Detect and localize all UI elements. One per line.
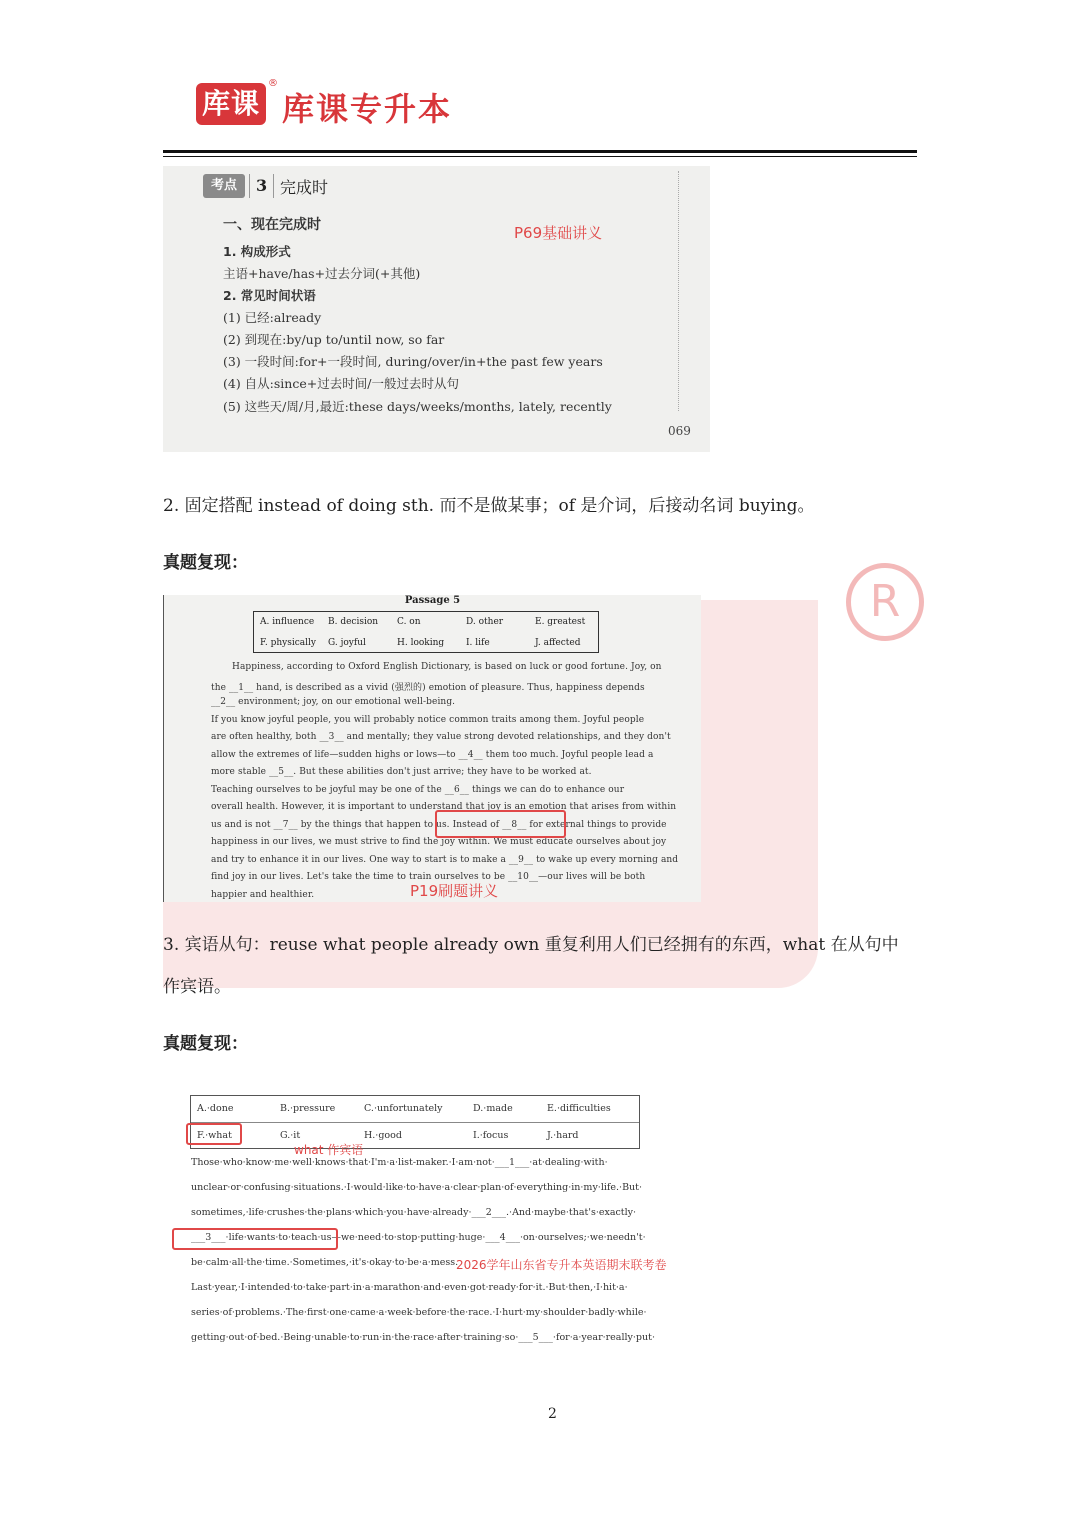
annotation-label: what 作宾语 — [294, 1143, 364, 1157]
passage-line: series·of·problems.·The·first·one·came·a·week·before·the·race.·I·hurt·my·shoulder·badly·while· — [191, 1307, 647, 1318]
passage-line: overall health. However, it is important to understand that joy is an emotion that arises from within — [211, 802, 677, 812]
option: B.·pressure — [280, 1103, 336, 1114]
passage-5-image — [163, 595, 701, 902]
highlight-box — [172, 1228, 338, 1250]
passage-line: unclear·or·confusing·situations.·I·would·like·to·have·a·clear·plan·of·everything·in·my·life.·But· — [191, 1182, 643, 1193]
passage-line: and try to enhance it in our lives. One way to start is to make a __9__ to wake up every morning and — [211, 855, 679, 865]
option: A. influence — [260, 617, 315, 627]
option: C.·unfortunately — [364, 1103, 443, 1114]
option: J. affected — [535, 638, 581, 648]
passage-line: ___3___·life·wants·to·teach·us—we·need·to·stop·putting·huge·___4___·on·ourselves;·we·needn't· — [191, 1232, 646, 1243]
option: F. physically — [260, 638, 316, 648]
option: F.·what — [197, 1130, 232, 1141]
option: I.·focus — [473, 1130, 509, 1141]
passage-line: sometimes,·life·crushes·the·plans·which·you·have·already·___2___.·And·maybe·that's·exactly· — [191, 1207, 637, 1218]
section-heading: 真题复现： — [163, 553, 248, 573]
table-divider — [191, 1122, 639, 1123]
passage-line: Happiness, according to Oxford English Dictionary, is based on luck or good fortune. Joy, on — [232, 662, 662, 672]
list-item: (1) 已经:already — [223, 310, 322, 325]
page-edge-divider — [678, 171, 679, 411]
passage-title: Passage 5 — [404, 595, 461, 606]
passage-line: If you know joyful people, you will probably notice common traits among them. Joyful people — [211, 715, 645, 725]
sub-heading: 1. 构成形式 — [223, 244, 291, 259]
passage-line: happier and healthier. — [211, 890, 315, 900]
passage-line: Those·who·know·me·well·knows·that·I'm·a·list-maker.·I·am·not·___1___·at·dealing·with· — [191, 1157, 608, 1168]
explanation-paragraph: 2. 固定搭配 instead of doing sth. 而不是做某事；of 是介词，后接动名词 buying。 — [163, 496, 815, 516]
kaodian-number: 3 — [249, 174, 274, 198]
kaodian-title: 完成时 — [280, 178, 329, 197]
passage-line: __2__ environment; joy, on our emotional well-being. — [211, 697, 456, 707]
brand-logo-mark: 库课 — [196, 83, 266, 125]
passage-line: allow the extremes of life—sudden highs or lows—to __4__ them too much. Joyful people lead a — [211, 750, 654, 760]
highlight-box — [435, 810, 566, 838]
option: I. life — [466, 638, 490, 648]
passage-line: happiness in our lives, we must strive to find the joy within. We must educate ourselves about joy — [211, 837, 667, 847]
source-annotation: P69基础讲义 — [514, 224, 603, 242]
passage-line: us and is not __7__ by the things that happen to us. Instead of __8__ for external things to provide — [211, 820, 667, 830]
options-box — [253, 611, 599, 653]
passage-line: are often healthy, both __3__ and mentally; they value strong devoted relationships, and they don't — [211, 732, 671, 742]
passage-line: Teaching ourselves to be joyful may be one of the __6__ things we can do to enhance our — [211, 785, 625, 795]
list-item: (4) 自从:since+过去时间/一般过去时从句 — [223, 376, 459, 391]
list-item: (3) 一段时间:for+一段时间, during/over/in+the past few years — [223, 354, 603, 369]
option: G.·it — [280, 1130, 301, 1141]
options-table — [190, 1095, 640, 1149]
explanation-paragraph: 3. 宾语从句：reuse what people already own 重复利用人们已经拥有的东西，what 在从句中 — [163, 935, 899, 955]
passage-line: find joy in our lives. Let's take the time to train ourselves to be __10__—our lives will be both — [211, 872, 646, 882]
option: B. decision — [328, 617, 379, 627]
source-annotation: 2026学年山东省专升本英语期末联考卷 — [456, 1258, 667, 1272]
kaodian-badge: 考点 — [203, 174, 245, 198]
header-rule-thick — [163, 150, 917, 153]
page-number: 2 — [548, 1406, 557, 1422]
option: D.·made — [473, 1103, 513, 1114]
textbook-page-number: 069 — [668, 424, 691, 438]
source-annotation: P19刷题讲义 — [410, 882, 499, 900]
option: J.·hard — [547, 1130, 579, 1141]
sub-heading: 2. 常见时间状语 — [223, 288, 316, 303]
section-heading: 真题复现： — [163, 1034, 248, 1054]
brand-logo-text: 库课专升本 — [282, 90, 453, 128]
highlight-box — [186, 1123, 242, 1145]
option: A.·done — [197, 1103, 234, 1114]
textbook-excerpt-image — [163, 166, 710, 452]
passage-line: Last·year,·I·intended·to·take·part·in·a·marathon·and·even·got·ready·for·it.·But·then,·I·hit·a· — [191, 1282, 628, 1293]
option: H. looking — [397, 638, 445, 648]
option: E. greatest — [535, 617, 586, 627]
option: G. joyful — [328, 638, 366, 648]
passage-line: getting·out·of·bed.·Being·unable·to·run·in·the·race·after·training·so·___5___·for·a·year·really·put· — [191, 1332, 655, 1343]
passage-line: the __1__ hand, is described as a vivid (强烈的) emotion of pleasure. Thus, happiness depends — [211, 683, 645, 693]
registered-icon: ® — [268, 78, 278, 89]
passage-line: be·calm·all·the·time.·Sometimes,·it's·okay·to·be·a·mess. — [191, 1257, 459, 1268]
list-item: (5) 这些天/周/月,最近:these days/weeks/months, lately, recently — [223, 399, 612, 414]
option: E.·difficulties — [547, 1103, 611, 1114]
explanation-paragraph: 作宾语。 — [163, 977, 231, 997]
option: C. on — [397, 617, 421, 627]
section-heading: 一、现在完成时 — [223, 217, 321, 233]
passage-line: more stable __5__. But these abilities don't just arrive; they have to be worked at. — [211, 767, 592, 777]
header-rule-thin — [163, 156, 917, 157]
exam-excerpt-image — [190, 1095, 667, 1350]
watermark-registered-icon: R — [846, 563, 924, 641]
option: H.·good — [364, 1130, 402, 1141]
option: D. other — [466, 617, 504, 627]
formula-line: 主语+have/has+过去分词(+其他) — [223, 266, 421, 281]
list-item: (2) 到现在:by/up to/until now, so far — [223, 332, 445, 347]
